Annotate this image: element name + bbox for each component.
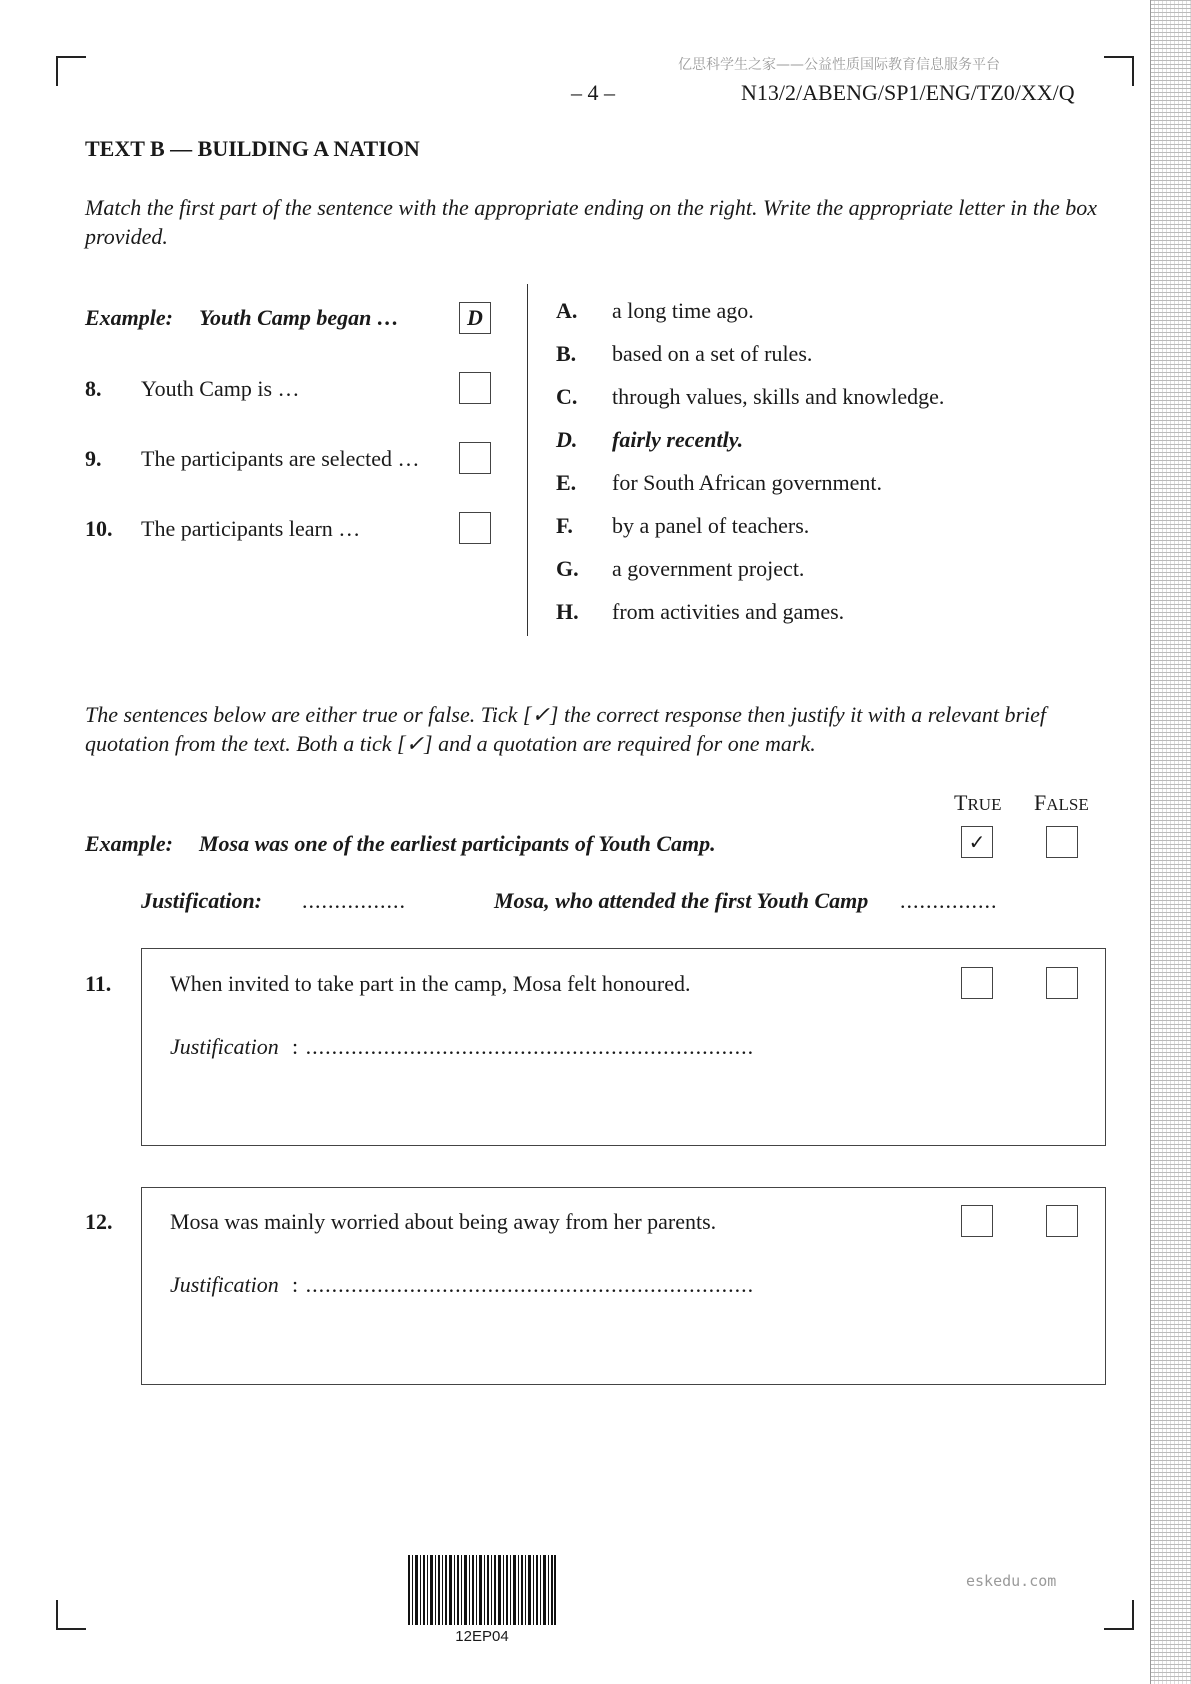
option-letter: B. [556,341,577,366]
question-9-text: The participants are selected … [141,446,420,471]
question-10-text: The participants learn … [141,516,361,541]
option-text: based on a set of rules. [612,341,813,366]
tf-example-false-box [1046,826,1078,858]
tf-example-text: Mosa was one of the earliest participants of Youth Camp. [199,831,716,856]
question-12-false-box[interactable] [1046,1205,1078,1237]
paper-code: N13/2/ABENG/SP1/ENG/TZ0/XX/Q [741,80,1075,105]
option-text: fairly recently. [612,427,744,452]
question-11-text: When invited to take part in the camp, Mosa felt honoured. [170,971,691,996]
example-label: Example: [85,305,173,330]
matching-instructions: Match the first part of the sentence with the appropriate ending on the right. Write the appropriate letter in the box provided. [85,195,1098,249]
question-12-justification-line[interactable]: : ..................................................................... [292,1272,755,1297]
option-text: a government project. [612,556,805,581]
tf-example-true-tick-box: ✓ [961,826,993,858]
question-10-number: 10. [85,516,113,541]
question-9-answer-box[interactable] [459,442,491,474]
option-text: a long time ago. [612,298,754,323]
section-title: TEXT B — BUILDING A NATION [85,136,420,161]
example-text: Youth Camp began … [199,305,399,330]
barcode-image [408,1555,556,1625]
option-letter: E. [556,470,577,495]
question-12-text: Mosa was mainly worried about being away from her parents. [170,1209,717,1234]
question-10-answer-box[interactable] [459,512,491,544]
option-letter: F. [556,513,573,538]
question-11-false-box[interactable] [1046,967,1078,999]
option-text: through values, skills and knowledge. [612,384,945,409]
question-9-number: 9. [85,446,102,471]
question-11-number: 11. [85,971,112,996]
question-12-number: 12. [85,1209,113,1234]
truefalse-instructions: The sentences below are either true or false. Tick [✓] the correct response then justify it with a relevant brief quotation from the text. Both a tick [✓] and a quotation are required for one mark. [85,702,1047,756]
crop-mark-top-left [56,56,86,86]
option-letter: H. [556,599,579,624]
column-divider [527,284,528,636]
header-watermark: 亿思科学生之家——公益性质国际教育信息服务平台 [678,57,1000,73]
binding-margin-strip [1150,0,1191,1684]
true-column-heading: TRUE [954,790,1002,815]
example-answer-box: D [459,302,491,334]
option-letter: G. [556,556,579,581]
question-11-justification-label: Justification [170,1034,279,1059]
tf-example-label: Example: [85,831,173,856]
option-text: for South African government. [612,470,883,495]
question-11-true-box[interactable] [961,967,993,999]
tf-example-dots-after: ............... [900,888,998,913]
option-letter: D. [556,427,578,452]
question-12-justification-label: Justification [170,1272,279,1297]
tf-example-justification-label: Justification: [141,888,263,913]
page-number: – 4 – [571,80,615,105]
false-column-heading: FALSE [1034,790,1089,815]
question-11-justification-line[interactable]: : ..................................................................... [292,1034,755,1059]
tf-example-dots-before: ................ [302,888,406,913]
option-letter: C. [556,384,578,409]
tf-example-quote: Mosa, who attended the first Youth Camp [494,888,869,913]
crop-mark-bottom-right [1104,1600,1134,1630]
crop-mark-bottom-left [56,1600,86,1630]
question-8-number: 8. [85,376,102,401]
barcode-text: 12EP04 [455,1628,509,1645]
question-12-true-box[interactable] [961,1205,993,1237]
option-text: by a panel of teachers. [612,513,810,538]
site-watermark: eskedu.com [966,1572,1057,1590]
option-text: from activities and games. [612,599,845,624]
question-8-text: Youth Camp is … [141,376,300,401]
question-8-answer-box[interactable] [459,372,491,404]
crop-mark-top-right [1104,56,1134,86]
option-letter: A. [556,298,578,323]
